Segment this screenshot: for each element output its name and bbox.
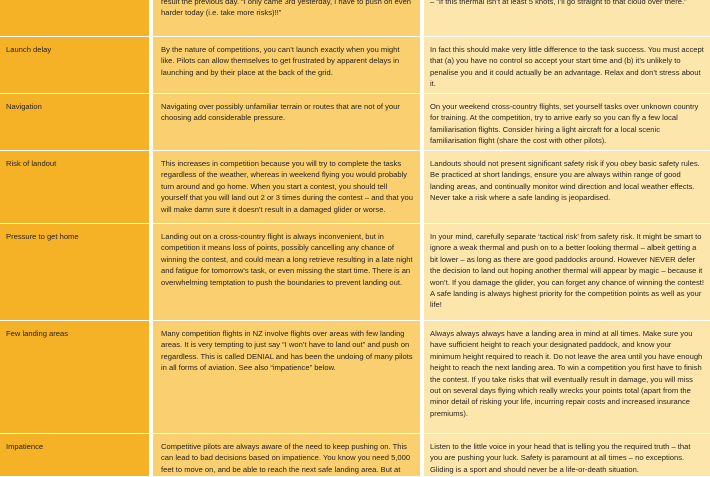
topic-cell: Launch delay — [0, 37, 153, 93]
topic-cell: Risk of landout — [0, 151, 153, 223]
table-row-impatience — [0, 434, 710, 477]
advice-cell: – “If this thermal isn’t at least 5 knots, I’ll go straight to that cloud over there.” — [424, 0, 710, 36]
advice-cell: Listen to the little voice in your head that is telling you the required truth – that you are pushing your luck. Safety is paramount at all times – no exceptions. Gliding is a sport and should never be a life-or-death situation. — [424, 434, 710, 476]
competition-cell: Landing out on a cross-country flight is always inconvenient, but in competition it means loss of points, possibly cancelling any chance of winning the contest, and could mean a long retrieve resulting in a late night and fatigue for tomorrow’s task, or even missing the start time. There is an overwhelming temptation to push the boundaries to prevent landing out. — [153, 224, 424, 320]
advice-cell: Landouts should not present significant safety risk if you obey basic safety rules. Be practiced at short landings, ensure you are always within range of good landing areas, and continually monitor wind direction and local weather effects. Never take a risk where a safe landing is jeopardised. — [424, 151, 710, 223]
topic-cell — [0, 0, 153, 36]
topic-cell: Pressure to get home — [0, 224, 153, 320]
table-row-navigation — [0, 94, 710, 151]
topic-cell: Navigation — [0, 94, 153, 150]
table-row-few-landing-areas — [0, 321, 710, 434]
table-row-risk-of-landout — [0, 151, 710, 224]
competition-cell: Competitive pilots are always aware of the need to keep pushing on. This can lead to bad decisions based on impatience. You know you need 5,000 feet to move on, and be able to reach the next safe landing area. But at — [153, 434, 424, 476]
competition-cell: This increases in competition because you will try to complete the tasks regardless of the weather, whereas in weekend flying you would probably turn around and go home. When you start a contest, you should tell yourself that you will land out 2 or 3 times during the contest – and that you will make damn sure it doesn’t result in a damaged glider or worse. — [153, 151, 424, 223]
competition-cell: By the nature of competitions, you can’t launch exactly when you might like. Pilots can allow themselves to get frustrated by apparent delays in launching and by their place at the back of the grid. — [153, 37, 424, 93]
advice-cell: Always always always have a landing area in mind at all times. Make sure you have sufficient height to reach your designated paddock, and know your minimum height required to reach it. Do not leave the area until you have enough height to reach the next landing area. To win a competition you first have to finish the contest. If you take risks that will eventually result in damage, you will miss out on several days flying which really wrecks your points total (apart from the minor detail of risking your life, incurring repair costs and increased insurance premiums). — [424, 321, 710, 433]
advice-cell: In fact this should make very little difference to the task success. You must accept that (a) you have no control so accept your start time and (b) it’s unlikely to penalise you and it could actually be an advantage. Relax and don’t stress about it. — [424, 37, 710, 93]
topic-cell: Impatience — [0, 434, 153, 476]
advice-cell: In your mind, carefully separate ‘tactical risk’ from safety risk. It might be smart to ignore a weak thermal and push on to a better looking thermal – albeit getting a bit lower – as long as there are good paddocks around. However NEVER defer the decision to land out hoping another thermal will appear by magic – because it won’t. If you damage the glider, you can forget any chance of winning the contest! A safe landing is always highest priority for the competition points as well as your life! — [424, 224, 710, 320]
advice-cell: On your weekend cross-country flights, set yourself tasks over unknown country for training. At the competition, try to arrive early so you can fly a few local familiarisation flights. Consider hiring a light aircraft for a local scenic familiarisation flight (share the cost with other pilots). — [424, 94, 710, 150]
table-row-launch-delay — [0, 37, 710, 94]
table-row-pressure-to-get-home — [0, 224, 710, 321]
competition-cell: result the previous day. “I only came 3rd yesterday, I have to push on even harder today (i.e. take more risks)!!” — [153, 0, 424, 36]
table-row-continued — [0, 0, 710, 37]
competition-cell: Navigating over possibly unfamiliar terrain or routes that are not of your choosing add considerable pressure. — [153, 94, 424, 150]
competition-cell: Many competition flights in NZ involve flights over areas with few landing areas. It is very tempting to just say “I won’t have to land out” and push on regardless. This is called DENIAL and has been the undoing of many pilots in all forms of aviation. See also “impatience” below. — [153, 321, 424, 433]
topic-cell: Few landing areas — [0, 321, 153, 433]
